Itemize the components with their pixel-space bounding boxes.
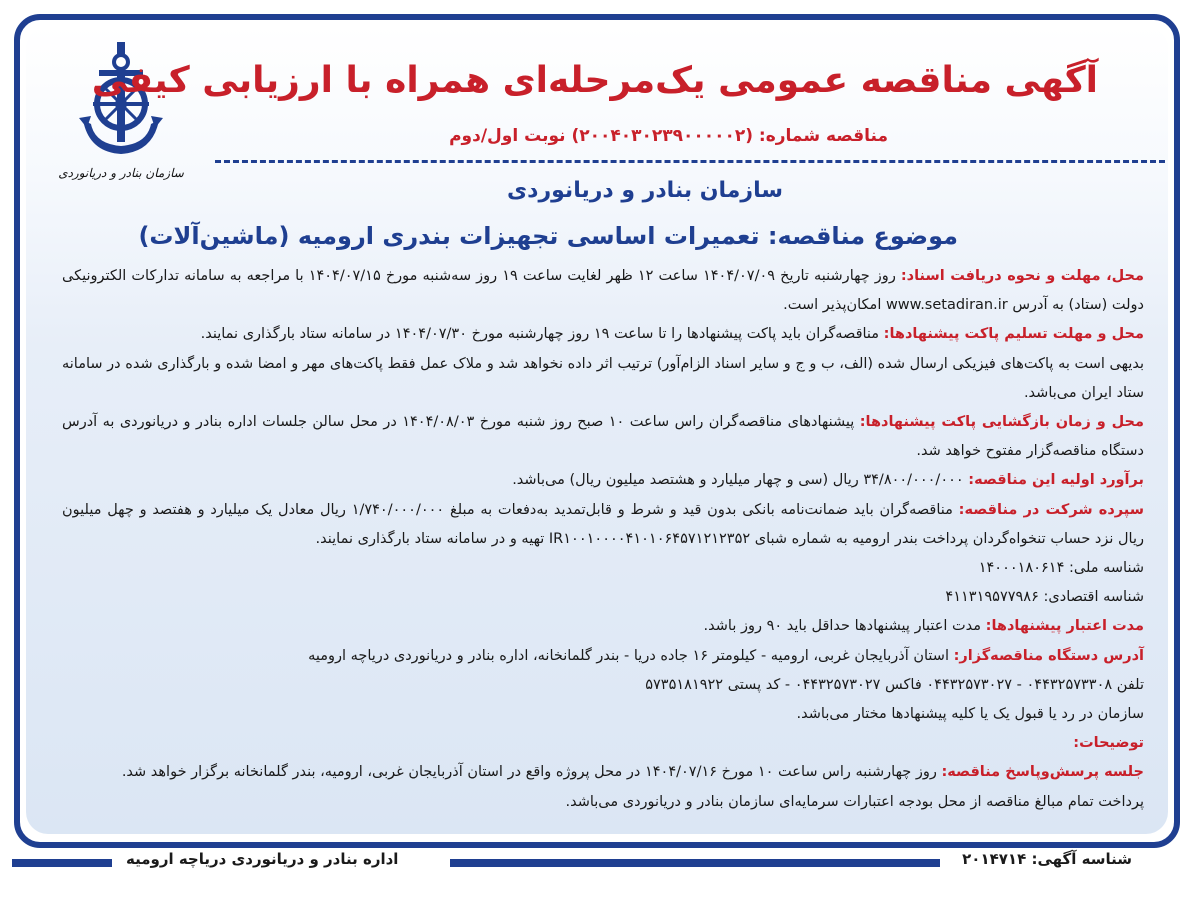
advert-body (62, 262, 1144, 817)
meeting-text: روز چهارشنبه راس ساعت ۱۰ مورخ ۱۴۰۴/۰۷/۱۶ در محل پروژه واقع در استان آذربایجان غربی، ارومیه، بندر گلمانخانه برگزار خواهد شد. (121, 764, 942, 781)
validity-text: مدت اعتبار پیشنهادها حداقل باید ۹۰ روز باشد. (703, 618, 986, 635)
national-id: شناسه ملی: ۱۴۰۰۰۱۸۰۶۱۴ (978, 560, 1144, 577)
meeting-paragraph (62, 758, 1144, 787)
dashed-divider (215, 160, 1165, 163)
ad-id: شناسه آگهی: ۲۰۱۴۷۱۴ (962, 850, 1132, 868)
logo-caption: سازمان بنادر و دریانوردی (58, 166, 184, 180)
deposit-label: سپرده شرکت در مناقصه: (958, 501, 1144, 518)
submission-label: محل و مهلت تسلیم پاکت پیشنهادها: (883, 326, 1144, 343)
address-text: استان آذربایجان غربی، ارومیه - کیلومتر ۱۶ جاده دریا - بندر گلمانخانه، اداره بنادر و دریانوردی دریاچه ارومیه (308, 647, 954, 664)
footer-bar (450, 859, 940, 867)
deposit-paragraph (62, 496, 1144, 554)
documents-paragraph (62, 262, 1144, 320)
estimate-label: برآورد اولیه این مناقصه: (968, 472, 1144, 489)
submission-text: مناقصه‌گران باید پاکت پیشنهادها را تا ساعت ۱۹ روز چهارشنبه مورخ ۱۴۰۴/۰۷/۳۰ در سامانه ستاد بارگذاری نمایند. (200, 326, 884, 343)
issuing-office: اداره بنادر و دریانوردی دریاچه ارومیه (126, 850, 399, 868)
opening-text: پیشنهادهای مناقصه‌گران راس ساعت ۱۰ صبح روز شنبه مورخ ۱۴۰۴/۰۸/۰۳ در محل سالن جلسات اداره بنادر و دریانوردی به آدرس دستگاه مناقصه‌گزار مفتوح خواهد شد. (62, 414, 1144, 460)
deposit-text: مناقصه‌گران باید ضمانت‌نامه بانکی بدون قید و شرط و قابل‌تمدید به‌دفعات به مبلغ ۱/۷۴۰/۰۰۰/۰۰۰ ریال معادل یک میلیارد و هفتصد و چهل میلیون ریال نزد حساب تنخواه‌گردان پرداخت بندر ارومیه به شماره شبای IR۱۰۰۱۰۰۰۰۴۱۰۱۰۶۴۵۷۱۲۱۲۳۵۲ تهیه و در سامانه ستاد بارگذاری نمایند. (62, 501, 1144, 547)
estimate-text: ۳۴/۸۰۰/۰۰۰/۰۰۰ ریال (سی و چهار میلیارد و هشتصد میلیون ریال) می‌باشد. (512, 472, 969, 489)
estimate-paragraph (62, 466, 1144, 495)
documents-label: محل، مهلت و نحوه دریافت اسناد: (900, 268, 1144, 284)
advert-title: آگهی مناقصه عمومی یک‌مرحله‌ای همراه با ارزیابی کیفی (91, 60, 1098, 101)
footer-bar-left (12, 859, 112, 867)
tender-number: مناقصه شماره: (۲۰۰۴۰۳۰۲۳۹۰۰۰۰۰۲) نوبت اول/دوم (449, 126, 888, 146)
notes-heading: توضیحات: (1073, 735, 1144, 752)
address-paragraph (62, 642, 1144, 671)
organization-heading: سازمان بنادر و دریانوردی (507, 178, 783, 203)
submission-note: بدیهی است به پاکت‌های فیزیکی ارسال شده (الف، ب و ج و سایر اسناد الزام‌آور) ترتیب اثر داده نخواهد شد و ملاک عمل فقط پاکت‌های مهر و امضا شده و بارگذاری شده در سامانه ستاد ایران می‌باشد. (62, 355, 1144, 401)
funding-statement: پرداخت تمام مبالغ مناقصه از محل بودجه اعتبارات سرمایه‌ای سازمان بنادر و دریانوردی می‌باشد. (565, 793, 1144, 810)
meeting-label: جلسه پرسش‌وپاسخ مناقصه: (941, 764, 1144, 781)
validity-paragraph (62, 612, 1144, 641)
economic-id: شناسه اقتصادی: ۴۱۱۳۱۹۵۷۷۹۸۶ (945, 589, 1144, 606)
submission-paragraph (62, 320, 1144, 349)
contact-phones: تلفن ۰۴۴۳۲۵۷۳۳۰۸ - ۰۴۴۳۲۵۷۳۰۲۷ فاکس ۰۴۴۳۲۵۷۳۰۲۷ - کد پستی ۵۷۳۵۱۸۱۹۲۲ (645, 676, 1144, 693)
rights-statement: سازمان در رد یا قبول یک یا کلیه پیشنهادها مختار می‌باشد. (796, 706, 1144, 723)
documents-text: روز چهارشنبه تاریخ ۱۴۰۴/۰۷/۰۹ ساعت ۱۲ ظهر لغایت ساعت ۱۹ روز سه‌شنبه مورخ ۱۴۰۴/۰۷/۱۵ با مراجعه به سامانه تدارکات الکترونیکی دولت (ستاد) به آدرس www.setadiran.ir امکان‌پذیر است. (62, 268, 1144, 314)
address-label: آدرس دستگاه مناقصه‌گزار: (953, 647, 1144, 664)
tender-subject: موضوع مناقصه: تعمیرات اساسی تجهیزات بندری ارومیه (ماشین‌آلات) (138, 222, 958, 250)
advert-footer (0, 850, 1198, 880)
opening-label: محل و زمان بازگشایی پاکت پیشنهادها: (859, 414, 1144, 431)
opening-paragraph (62, 408, 1144, 466)
validity-label: مدت اعتبار پیشنهادها: (985, 618, 1144, 635)
